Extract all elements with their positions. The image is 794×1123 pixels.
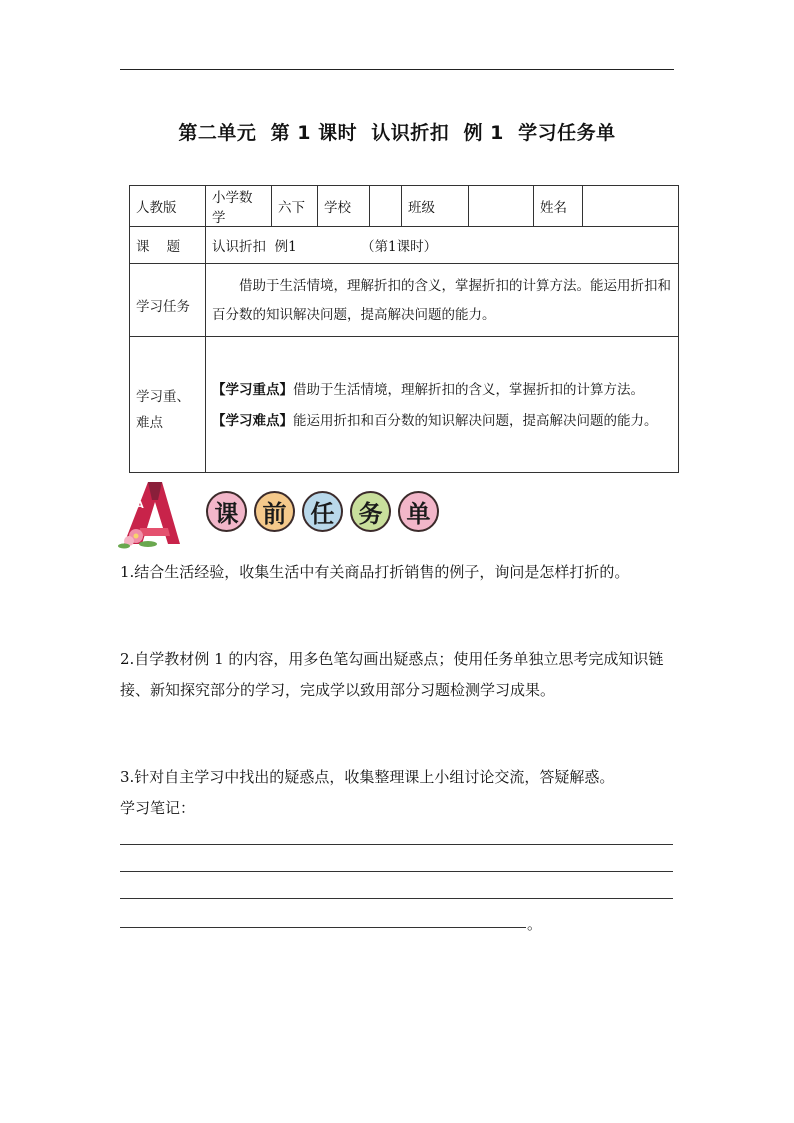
notes-end-mark: 。 — [527, 915, 543, 933]
topic-label: 课 题 — [130, 227, 206, 264]
banner-char-3: 任 — [302, 491, 343, 532]
page-title: 第二单元 第 1 课时 认识折扣 例 1 学习任务单 — [178, 122, 616, 144]
class-label: 班级 — [402, 186, 469, 227]
task-item-1: 1.结合生活经验，收集生活中有关商品打折销售的例子，询问是怎样打折的。 — [120, 563, 630, 581]
focus-label: 学习重、难点 — [130, 337, 206, 473]
pre-class-banner — [118, 478, 458, 550]
info-row-topic — [130, 227, 679, 264]
banner-letter: A — [136, 500, 144, 511]
name-value[interactable] — [583, 186, 679, 227]
topic-value: 认识折扣 例1 （第1课时） — [206, 227, 679, 264]
edition-cell: 人教版 — [130, 186, 206, 227]
info-table — [129, 185, 679, 473]
subject-cell: 小学数学 — [206, 186, 272, 227]
task-label: 学习任务 — [130, 264, 206, 337]
difficult-point-tag: 【学习难点】 — [212, 412, 293, 429]
banner-char-1: 课 — [206, 491, 247, 532]
notes-line[interactable] — [120, 927, 526, 928]
class-value[interactable] — [469, 186, 534, 227]
notes-line[interactable] — [120, 871, 673, 872]
focus-text — [206, 337, 679, 473]
task-item-3: 3.针对自主学习中找出的疑惑点，收集整理课上小组讨论交流，答疑解惑。 — [120, 768, 615, 786]
notes-label: 学习笔记： — [120, 799, 196, 817]
notes-line[interactable] — [120, 898, 673, 899]
key-point-tag: 【学习重点】 — [212, 381, 293, 398]
info-row-meta — [130, 186, 679, 227]
grade-cell: 六下 — [272, 186, 318, 227]
key-point-text: 借助于生活情境，理解折扣的含义，掌握折扣的计算方法。 — [293, 381, 644, 398]
info-row-focus — [130, 337, 679, 473]
name-label: 姓名 — [534, 186, 583, 227]
task-item-2: 2.自学教材例 1 的内容，用多色笔勾画出疑惑点；使用任务单独立思考完成知识链接、新知探究部分的学习，完成学以致用部分习题检测学习成果。 — [120, 650, 664, 699]
info-row-task — [130, 264, 679, 337]
task-text: 借助于生活情境，理解折扣的含义，掌握折扣的计算方法。能运用折扣和百分数的知识解决问题，提高解决问题的能力。 — [206, 264, 679, 337]
letter-a-flower-icon — [118, 478, 198, 550]
banner-char-2: 前 — [254, 491, 295, 532]
notes-line[interactable] — [120, 844, 673, 845]
school-label: 学校 — [318, 186, 370, 227]
school-value[interactable] — [370, 186, 402, 227]
banner-char-4: 务 — [350, 491, 391, 532]
difficult-point-text: 能运用折扣和百分数的知识解决问题，提高解决问题的能力。 — [293, 412, 658, 429]
header-rule — [120, 69, 674, 70]
banner-char-5: 单 — [398, 491, 439, 532]
